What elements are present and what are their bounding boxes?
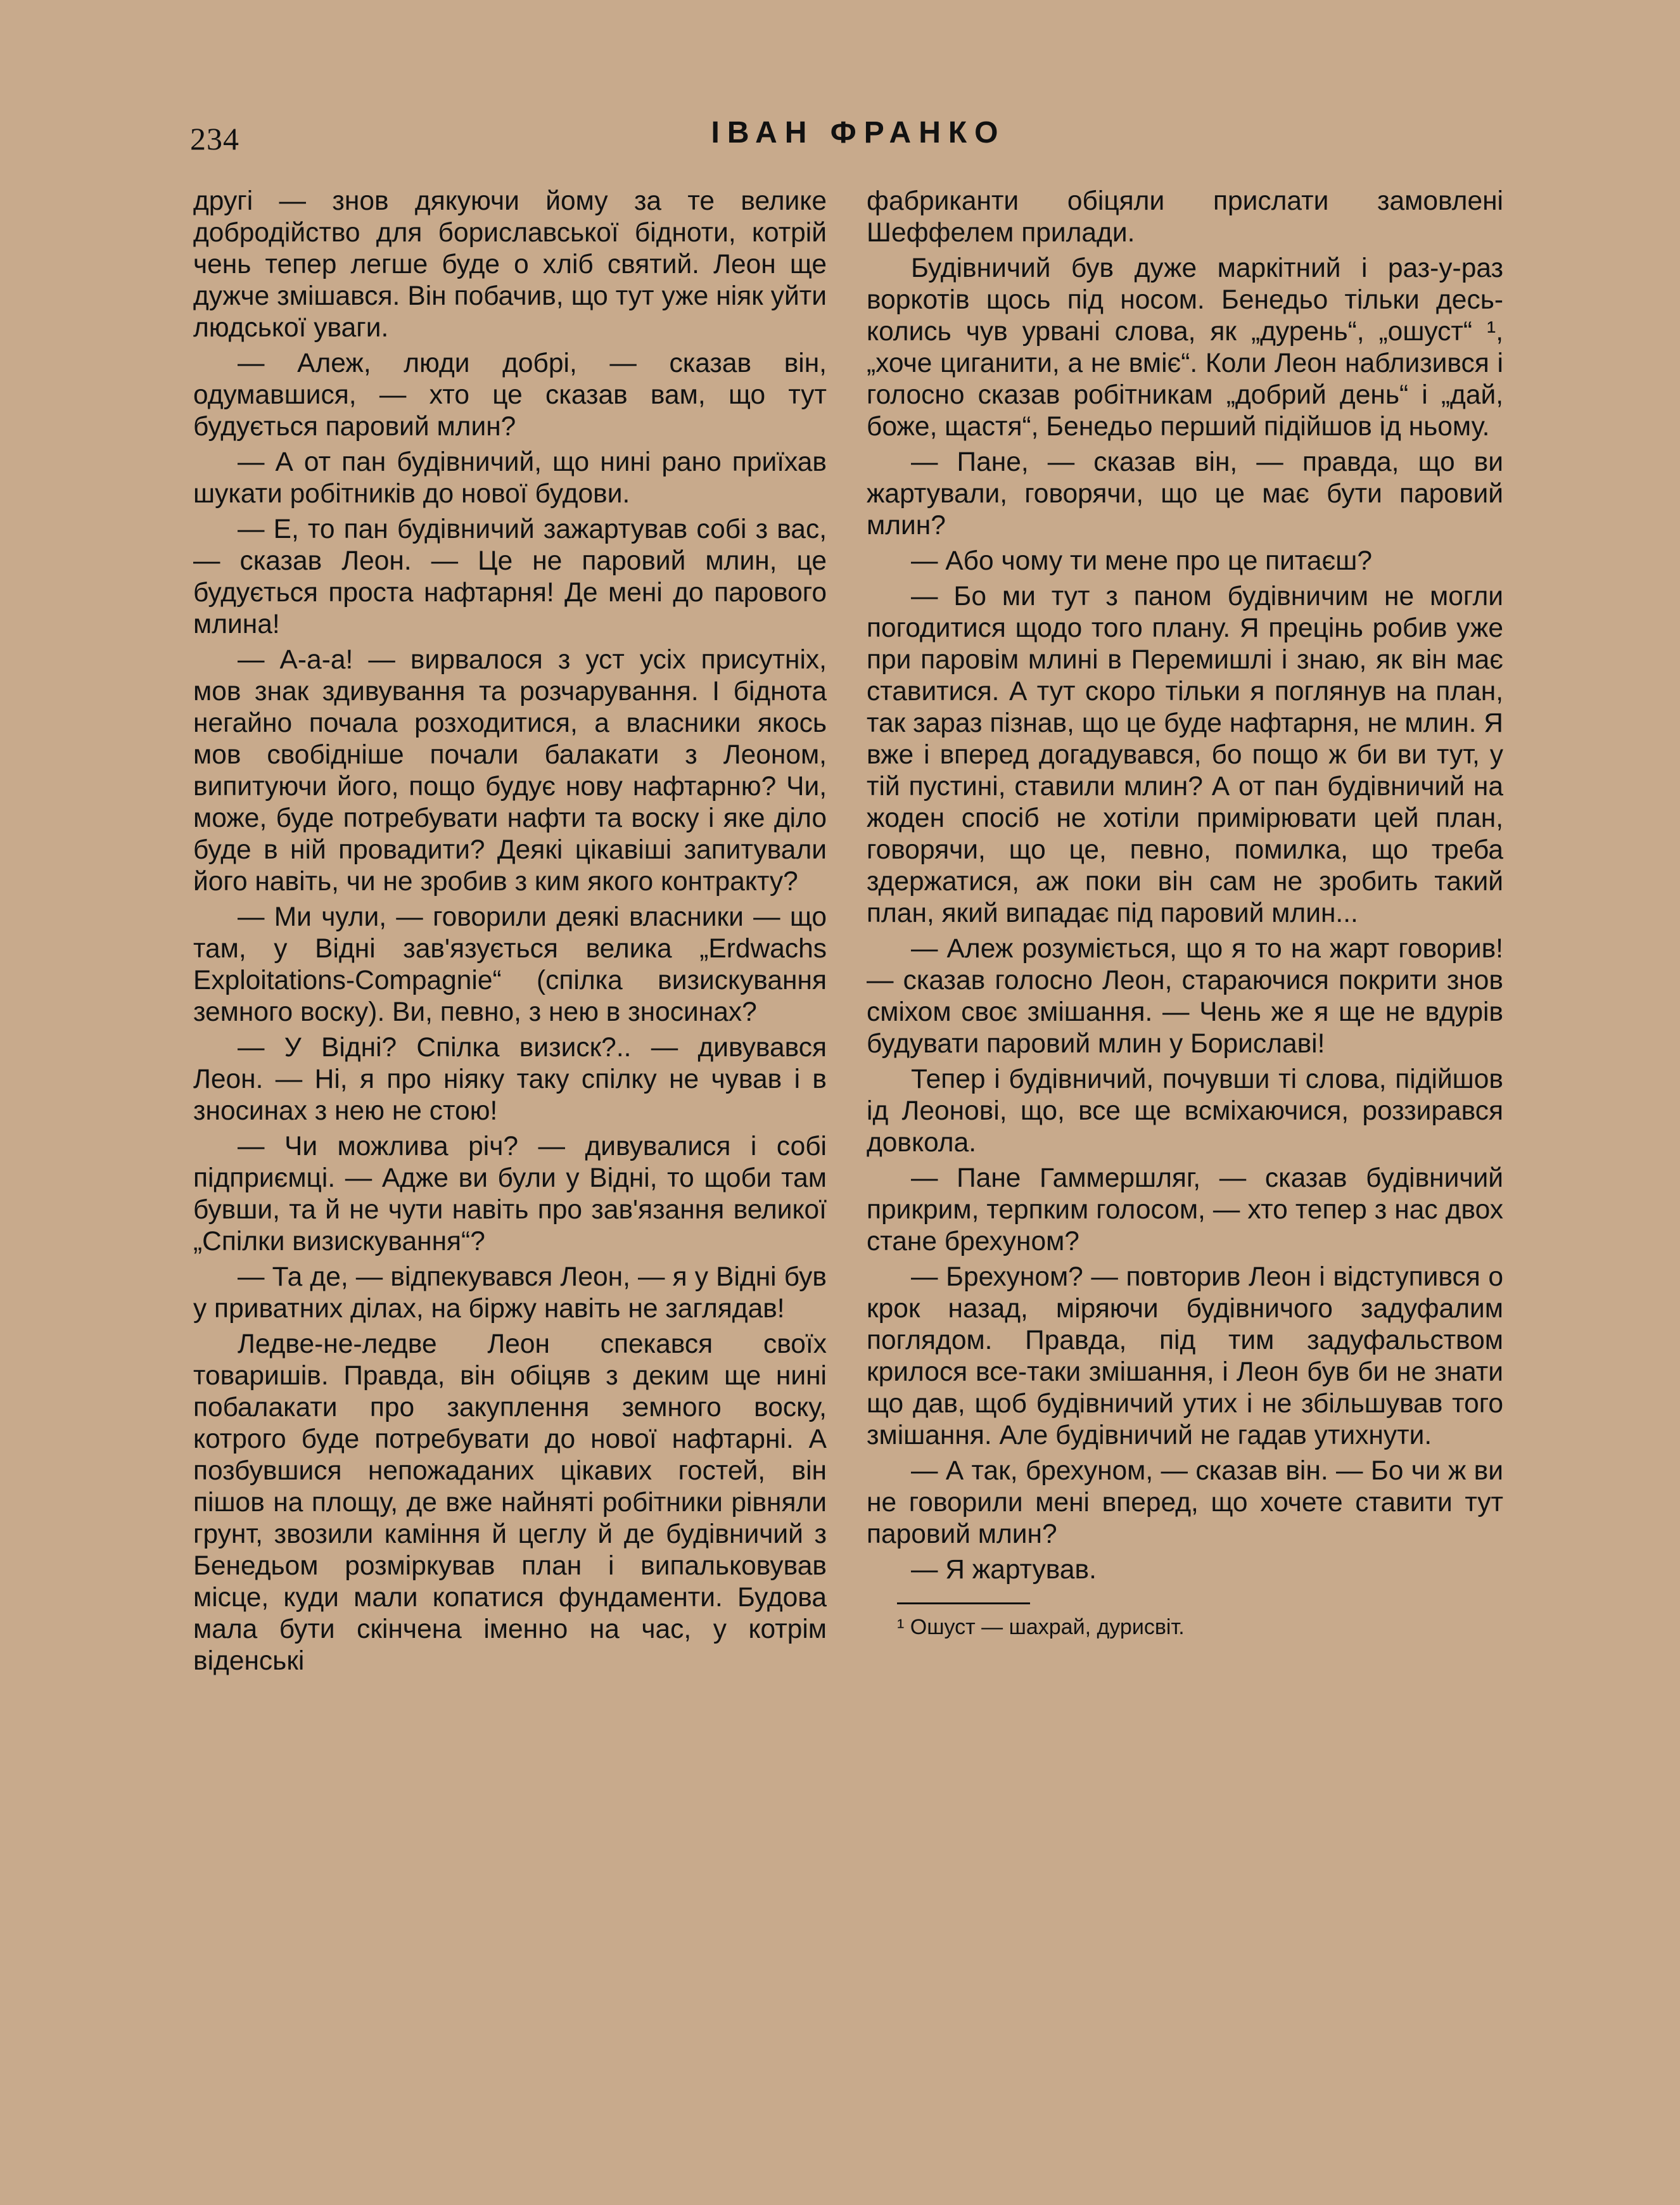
page-header	[190, 115, 1527, 160]
paragraph: Будівничий був дуже маркітний і раз-у-раз воркотів щось під носом. Бенедьо тільки десь-колись чув урвані слова, як „дурень“, „ошуст“ ¹, „хоче циганити, а не вміє“. Коли Леон наблизився і голосно сказав робітникам „добрий день“ і „дай, боже, щастя“, Бенедьо перший підійшов ід ньому.	[867, 253, 1503, 442]
paragraph: — Я жартував.	[911, 1555, 1097, 1585]
paragraph: — Пане, — сказав він, — правда, що ви жартували, говорячи, що це має бути паровий млин?	[867, 447, 1503, 540]
running-title: ІВАН ФРАНКО	[711, 116, 1006, 150]
paragraph: — Чи можлива річ? — дивувалися і собі підприємці. — Адже ви були у Відні, то щоби там бувши, та й не чути навіть про зав'язання великої „Спілки визискування“?	[193, 1132, 827, 1256]
left-column	[193, 186, 827, 1681]
paragraph: — Е, то пан будівничий зажартував собі з вас, — сказав Леон. — Це не паровий млин, це будується проста нафтарня! Де мені до парового млина!	[193, 514, 827, 639]
footnote: ¹ Ошуст — шахрай, дурисвіт.	[897, 1615, 1185, 1639]
paragraph: — А от пан будівничий, що нині рано приїхав шукати робітників до нової будови.	[193, 447, 827, 509]
paragraph: — Та де, — відпекувався Леон, — я у Відні був у приватних ділах, на біржу навіть не заглядав!	[193, 1262, 827, 1324]
paragraph: — А так, брехуном, — сказав він. — Бо чи ж ви не говорили мені вперед, що хочете ставити тут паровий млин?	[867, 1456, 1503, 1549]
paragraph: фабриканти обіцяли прислати замовлені Шеффелем прилади.	[867, 186, 1503, 248]
paragraph: — Брехуном? — повторив Леон і відступився о крок назад, міряючи будівничого задуфалим поглядом. Правда, під тим задуфальством крилося все-таки змішання, і Леон був би не знати що дав, щоб будівничий утих і не збільшував того змішання. Але будівничий не гадав утихнути.	[867, 1262, 1503, 1450]
paragraph: — Пане Гаммершляг, — сказав будівничий прикрим, терпким голосом, — хто тепер з нас двох стане брехуном?	[867, 1163, 1503, 1256]
paragraph: Тепер і будівничий, почувши ті слова, підійшов ід Леонові, що, все ще всміхаючися, роззирався довкола.	[867, 1064, 1503, 1158]
paragraph: Ледве-не-ледве Леон спекався своїх товаришів. Правда, він обіцяв з деким ще нині побалакати про закуплення земного воску, котрого буде потребувати до нової нафтарні. А позбувшися непожаданих цікавих гостей, він пішов на площу, де вже найняті робітники рівняли грунт, звозили каміння й цеглу й де будівничий з Бенедьом розміркував план і випальковував місце, куди мали копатися фундаменти. Будова мала бути скінчена іменно на час, у котрім віденські	[193, 1329, 827, 1676]
paragraph: — Бо ми тут з паном будівничим не могли погодитися щодо того плану. Я прецінь робив уже при паровім млині в Перемишлі і знаю, як він має ставитися. А тут скоро тільки я поглянув на план, так зараз пізнав, що це буде нафтарня, не млин. Я вже і вперед догадувався, бо пощо ж би ви тут, у тій пустині, ставили млин? А от пан будівничий на жоден спосіб не хотіли примірювати цей план, говорячи, що це, певно, помилка, що треба здержатися, аж поки він сам не зробить такий план, який випадає під паровий млин...	[867, 582, 1503, 928]
right-column	[867, 186, 1503, 1640]
paragraph: — Або чому ти мене про це питаєш?	[911, 546, 1372, 576]
paragraph: — А-а-а! — вирвалося з уст усіх присутніх, мов знак здивування та розчарування. І біднота негайно почала розходитися, а власники якось мов свобідніше почали балакати з Леоном, випитуючи його, пощо будує нову нафтарню? Чи, може, буде потребувати нафти та воску і яке діло буде в ній провадити? Деякі цікавіші запитували його навіть, чи не зробив з ким якого контракту?	[193, 645, 827, 897]
paragraph: — Алеж розуміється, що я то на жарт говорив! — сказав голосно Леон, стараючися покрити знов сміхом своє змішання. — Чень же я ще не вдурів будувати паровий млин у Бориславі!	[867, 934, 1503, 1059]
paragraph: — Алеж, люди добрі, — сказав він, одумавшися, — хто це сказав вам, що тут будується паровий млин?	[193, 348, 827, 442]
paragraph: — Ми чули, — говорили деякі власники — що там, у Відні зав'язується велика „Erdwachs Exploitations-Compagnie“ (спілка визискування земного воску). Ви, певно, з нею в зносинах?	[193, 902, 827, 1027]
page-number: 234	[190, 121, 239, 157]
footnote-divider	[897, 1602, 1030, 1604]
paragraph: — У Відні? Спілка визиск?.. — дивувався Леон. — Ні, я про ніяку таку спілку не чував і в зносинах з нею не стою!	[193, 1033, 827, 1126]
paragraph: другі — знов дякуючи йому за те велике добродійство для бориславської бідноти, котрій чень тепер легше буде о хліб святий. Леон ще дужче змішався. Він побачив, що тут уже ніяк уйти людської уваги.	[193, 186, 827, 343]
